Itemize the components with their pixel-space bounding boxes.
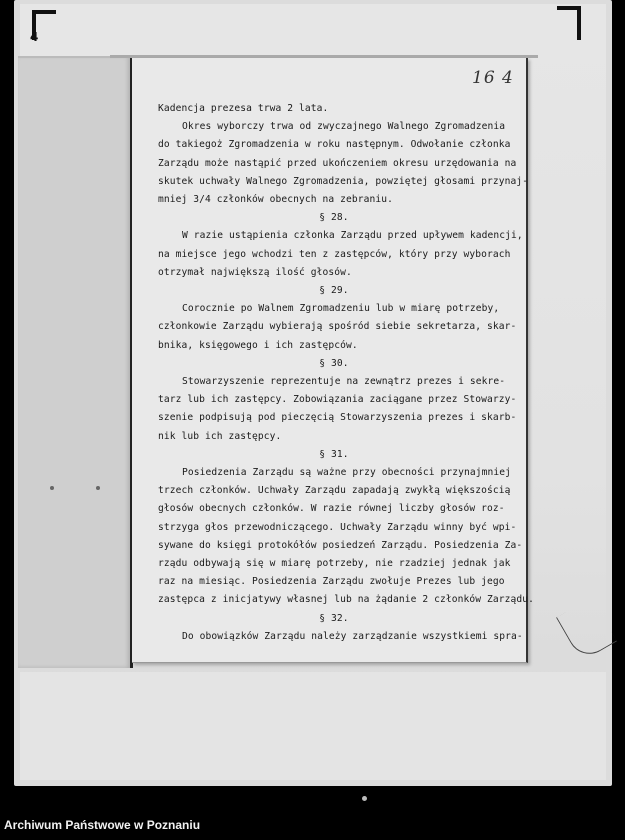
plate-number: 4 [30, 30, 39, 44]
text-line: Stowarzyszenie reprezentuje na zewnątrz prezes i sekre- [182, 376, 506, 388]
text-line: mniej 3/4 członków obecnych na zebraniu. [158, 194, 394, 206]
section-heading: § 30. [319, 357, 349, 369]
page-speck [50, 486, 54, 490]
film-mark [362, 796, 367, 801]
section-heading: § 28. [319, 212, 349, 224]
document-text [158, 100, 535, 646]
text-line: tarz lub ich zastępcy. Zobowiązania zaciągane przez Stowarzy- [158, 394, 517, 406]
text-line: Posiedzenia Zarządu są ważne przy obecności przynajmniej [182, 467, 512, 479]
text-line: otrzymał największą ilość głosów. [158, 266, 352, 278]
text-line: szenie podpisują pod pieczęcią Stowarzyszenia prezes i skarb- [158, 412, 517, 424]
text-line: Corocznie po Walnem Zgromadzeniu lub w miarę potrzeby, [182, 303, 500, 315]
text-line: bnika, księgowego i ich zastępców. [158, 339, 358, 351]
corner-mark-top-right [557, 6, 581, 40]
text-line: nik lub ich zastępcy. [158, 430, 282, 442]
archive-credit: Archiwum Państwowe w Poznaniu [4, 818, 201, 832]
text-line: rządu odbywają się w miarę potrzeby, nie rzadziej jednak jak [158, 558, 511, 570]
section-heading: § 29. [319, 285, 349, 297]
text-line: W razie ustąpienia członka Zarządu przed upływem kadencji, [182, 230, 523, 242]
text-line: Kadencja prezesa trwa 2 lata. [158, 103, 329, 114]
section-heading: § 32. [319, 612, 349, 624]
section-heading: § 31. [319, 448, 349, 460]
text-line: członkowie Zarządu wybierają spośród siebie sekretarza, skar- [158, 321, 517, 333]
previous-page-edge [18, 56, 133, 668]
text-line: skutek uchwały Walnego Zgromadzenia, powziętej głosami przynaj- [158, 175, 529, 187]
text-line: na miejsce jego wchodzi ten z zastępców, który przy wyborach [158, 248, 511, 260]
text-line: strzyga głos przewodniczącego. Uchwały Zarządu winny być wpi- [158, 521, 517, 533]
text-line: trzech członków. Uchwały Zarządu zapadają zwykłą większością [158, 485, 511, 497]
text-line: do takiegoż Zgromadzenia w roku następnym. Odwołanie członka [158, 139, 511, 151]
text-line: Zarządu może nastąpić przed ukończeniem okresu urzędowania na [158, 157, 517, 169]
text-line: sywane do księgi protokółów posiedzeń Zarządu. Posiedzenia Za- [158, 539, 523, 551]
text-line: głosów obecnych członków. W razie równej liczby głosów roz- [158, 503, 505, 515]
text-line: raz na miesiąc. Posiedzenia Zarządu zwołuje Prezes lub jego [158, 576, 505, 588]
text-line: Do obowiązków Zarządu należy zarządzanie wszystkiemi spra- [182, 630, 523, 642]
text-line: zastępca z inicjatywy własnej lub na żądanie 2 członków Zarządu. [158, 594, 535, 606]
text-line: Okres wyborczy trwa od zwyczajnego Walnego Zgromadzenia [182, 121, 506, 133]
folio-number: 16 4 [472, 68, 514, 88]
page-speck [96, 486, 100, 490]
table-surface [20, 672, 606, 780]
